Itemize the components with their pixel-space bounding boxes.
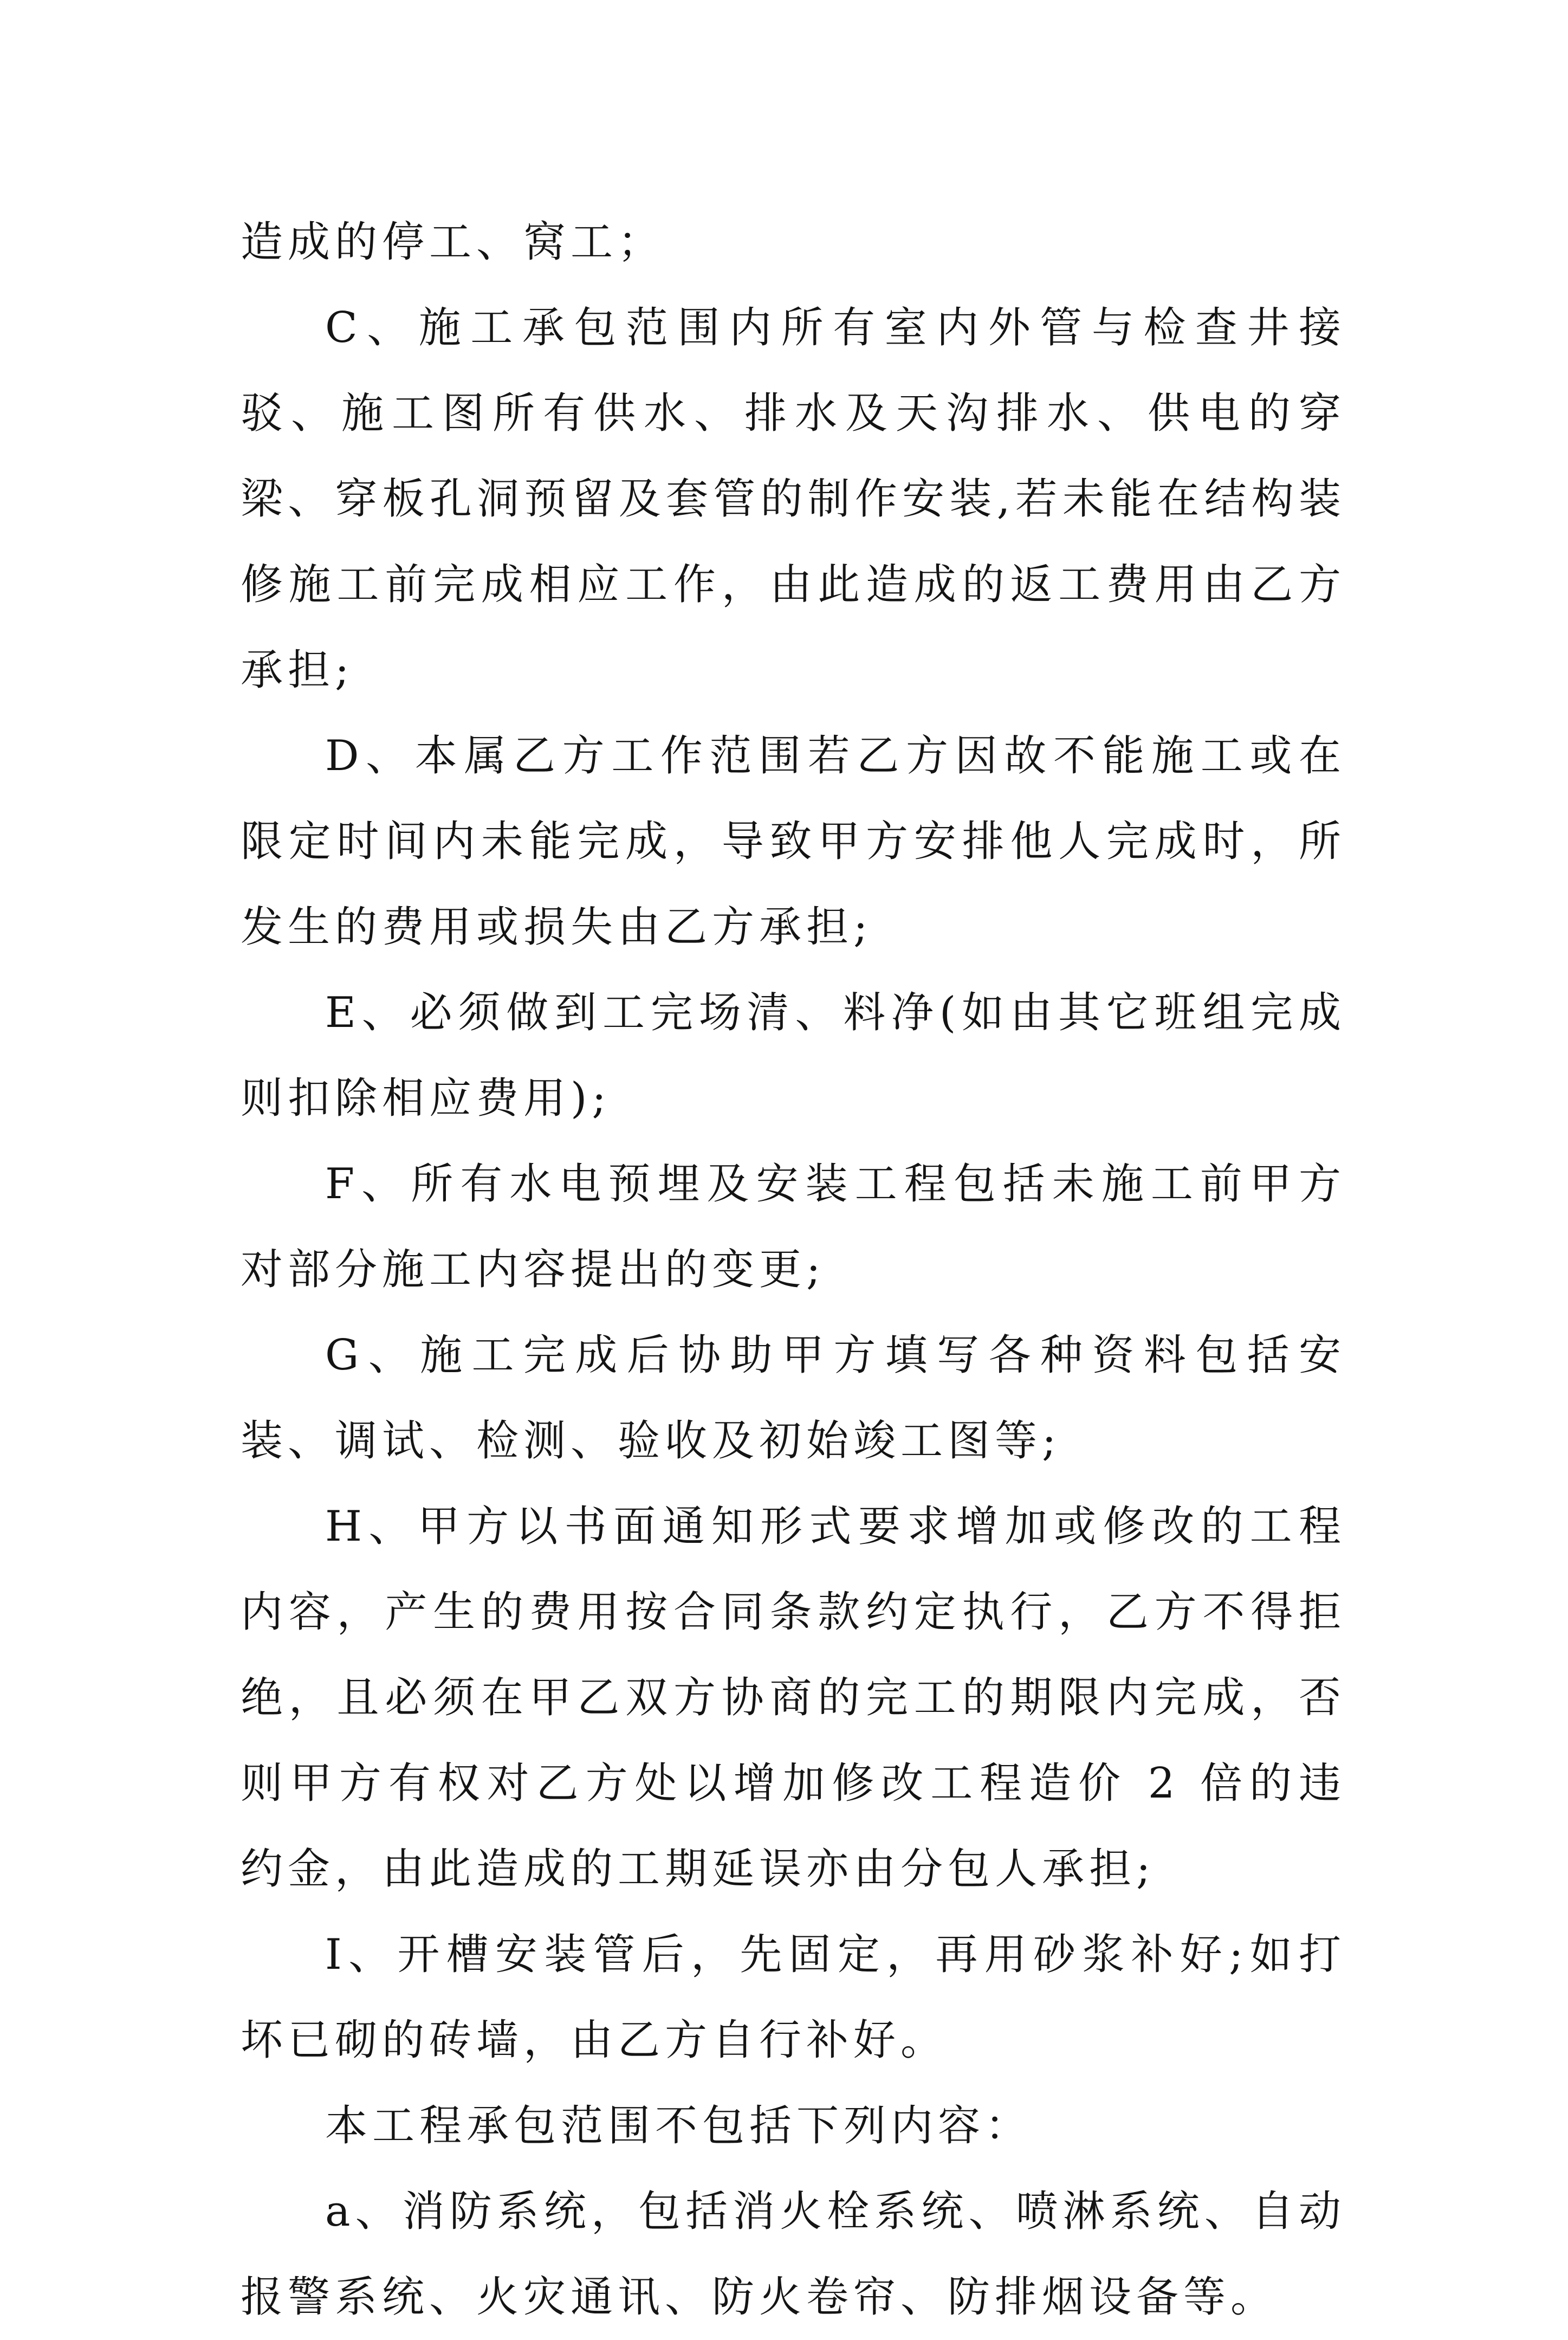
paragraph-item-g: G、施工完成后协助甲方填写各种资料包括安装、调试、检测、验收及初始竣工图等;	[241, 1331, 1346, 1465]
document-body	[241, 199, 1346, 2340]
paragraph-exclusion-a: a、消防系统，包括消火栓系统、喷淋系统、自动报警系统、火灾通讯、防火卷帘、防排烟设备等。	[241, 2187, 1346, 2322]
paragraph-item-h: H、甲方以书面通知形式要求增加或修改的工程内容，产生的费用按合同条款约定执行，乙方不得拒绝，且必须在甲乙双方协商的完工的期限内完成，否则甲方有权对乙方处以增加修改工程造价 2 倍的违约金，由此造成的工期延误亦由分包人承担;	[241, 1502, 1346, 1893]
paragraph-item-c: C、施工承包范围内所有室内外管与检查井接驳、施工图所有供水、排水及天沟排水、供电的穿梁、穿板孔洞预留及套管的制作安装,若未能在结构装修施工前完成相应工作，由此造成的返工费用由乙方承担;	[241, 303, 1346, 695]
paragraph-continuation: 造成的停工、窝工；	[241, 218, 665, 267]
paragraph-exclusions-intro: 本工程承包范围不包括下列内容：	[325, 2102, 1033, 2150]
paragraph-item-i: I、开槽安装管后，先固定，再用砂浆补好;如打坏已砌的砖墙，由乙方自行补好。	[241, 1930, 1346, 2065]
paragraph-item-e: E、必须做到工完场清、料净(如由其它班组完成则扣除相应费用);	[241, 988, 1346, 1123]
paragraph-item-d: D、本属乙方工作范围若乙方因故不能施工或在限定时间内未能完成，导致甲方安排他人完成时，所发生的费用或损失由乙方承担;	[241, 732, 1346, 952]
paragraph-item-f: F、所有水电预埋及安装工程包括未施工前甲方对部分施工内容提出的变更;	[241, 1160, 1346, 1294]
